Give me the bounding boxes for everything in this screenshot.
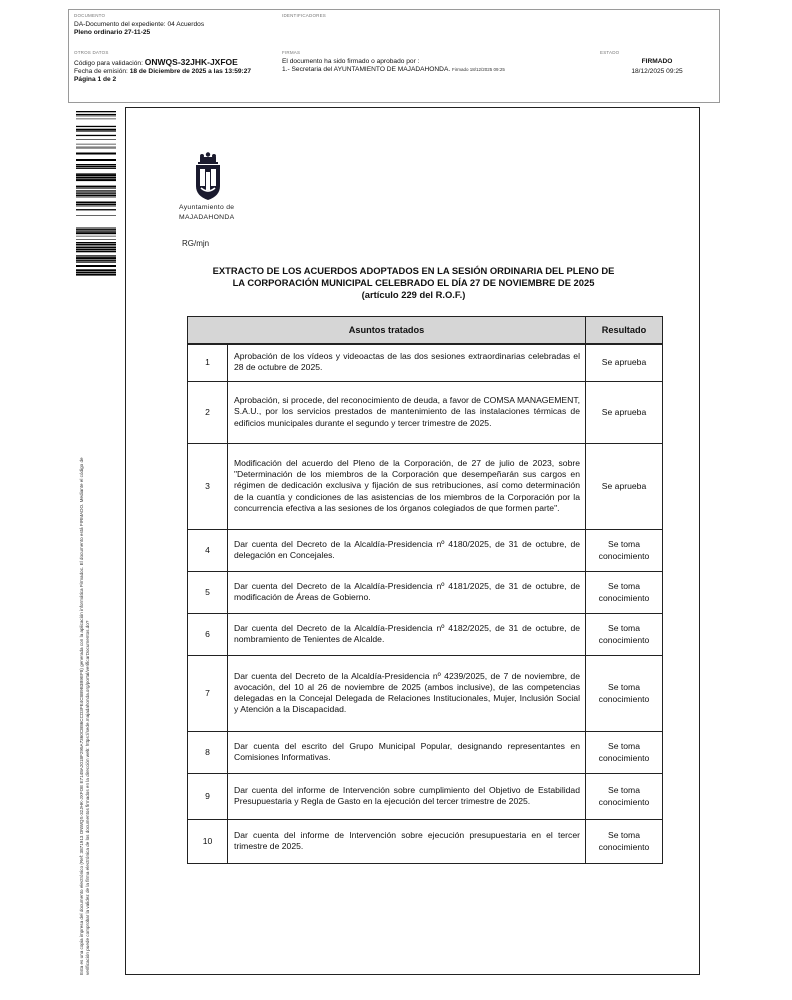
row-result: Se aprueba (586, 382, 663, 444)
firmas-line2: 1.- Secretaria del AYUNTAMIENTO DE MAJADAHONDA. (282, 66, 451, 73)
estado-cell (595, 46, 719, 102)
barcode-bar (76, 229, 116, 230)
barcode-bar (76, 126, 116, 127)
table-row (188, 732, 663, 774)
barcode-graphic (76, 111, 116, 277)
title-line2: LA CORPORACIÓN MUNICIPAL CELEBRADO EL DÍA 27 DE NOVIEMBRE DE 2025 (232, 277, 595, 288)
barcode-bar (76, 195, 116, 196)
barcode-bar (76, 153, 116, 155)
barcode-bar (76, 230, 116, 231)
firmas-cell (277, 46, 595, 102)
firmas-line1: El documento ha sido firmado o aprobado por : (282, 58, 420, 65)
barcode-bar (76, 139, 116, 140)
firmas-signed-date: Firmado 18/12/2025 09:25 (452, 67, 505, 72)
barcode-bar (76, 174, 116, 176)
table-row (188, 530, 663, 572)
row-subject: Dar cuenta del Decreto de la Alcaldía-Presidencia nº 4180/2025, de 31 de octubre, de delegación en Concejales. (228, 530, 586, 572)
row-number: 6 (188, 614, 228, 656)
barcode-bar (76, 255, 116, 256)
document-header (68, 9, 720, 103)
barcode-bar (76, 251, 116, 252)
row-number: 3 (188, 444, 228, 530)
row-subject: Dar cuenta del informe de Intervención sobre ejecución presupuestaria en el tercer trimestre de 2025. (228, 820, 586, 864)
documento-line2: Pleno ordinario 27-11-25 (74, 29, 151, 36)
otros-datos-label: OTROS DATOS (74, 50, 109, 55)
barcode-bar (76, 159, 116, 161)
row-number: 7 (188, 656, 228, 732)
barcode-bar (76, 236, 116, 237)
table-row (188, 614, 663, 656)
row-number: 8 (188, 732, 228, 774)
emission-date: 18 de Diciembre de 2025 a las 13:59:27 (129, 68, 252, 75)
barcode-bar (76, 168, 116, 169)
row-result: Se toma conocimiento (586, 614, 663, 656)
row-number: 5 (188, 572, 228, 614)
title-line3: (artículo 229 del R.O.F.) (361, 289, 466, 300)
barcode-bar (76, 239, 116, 240)
barcode-bar (76, 232, 116, 234)
barcode-bar (76, 247, 116, 248)
coat-of-arms-icon (189, 152, 227, 202)
row-number: 9 (188, 774, 228, 820)
side-verification-text (79, 295, 109, 975)
logo-text-line2: MAJADAHONDA (179, 214, 235, 221)
barcode-bar (76, 166, 116, 167)
table-row (188, 572, 663, 614)
row-subject: Dar cuenta del Decreto de la Alcaldía-Presidencia nº 4182/2025, de 31 de octubre, de nombramiento de Tenientes de Alcalde. (228, 614, 586, 656)
table-row (188, 444, 663, 530)
table-header-row (188, 317, 663, 344)
barcode-bar (76, 204, 116, 205)
barcode-bar (76, 265, 116, 267)
barcode-bar (76, 242, 116, 243)
barcode-bar (76, 272, 116, 273)
header-subject: Asuntos tratados (188, 317, 586, 344)
documento-cell (69, 10, 277, 46)
barcode-bar (76, 179, 116, 181)
documento-label: DOCUMENTO (74, 13, 106, 18)
municipality-logo (179, 152, 241, 222)
barcode-bar (76, 144, 116, 145)
row-number: 10 (188, 820, 228, 864)
validation-code: ONWQS-32JHK-JXFOE (144, 57, 238, 67)
estado-date: 18/12/2025 09:25 (631, 68, 683, 75)
row-subject: Aprobación, si procede, del reconocimiento de deuda, a favor de COMSA MANAGEMENT, S.A.U., por los servicios prestados de mantenimiento de las instalaciones térmicas de edificios municipales durante el segundo y tercer trimestre de 2025. (228, 382, 586, 444)
barcode-bar (76, 173, 116, 174)
row-number: 1 (188, 344, 228, 382)
identificadores-cell (277, 10, 719, 46)
barcode-bar (76, 257, 116, 259)
document-page (125, 107, 700, 975)
row-result: Se aprueba (586, 344, 663, 382)
row-result: Se aprueba (586, 444, 663, 530)
barcode-bar (76, 147, 116, 148)
barcode-bar (76, 116, 116, 117)
logo-text-line1: Ayuntamiento de (179, 204, 235, 211)
side-text-line2: verificación puede comprobar la validez de la firma electrónica de los documentos firmados en la dirección web: https://sede.majadahonda.org/portal/verificarDocumentos.do? (85, 620, 90, 975)
fecha-prefix: Fecha de emisión: (74, 68, 128, 75)
barcode-bar (76, 186, 116, 188)
barcode-bar (76, 206, 116, 207)
estado-value: FIRMADO (641, 58, 673, 65)
row-subject: Aprobación de los vídeos y videoactas de las dos sesiones extraordinarias celebradas el 28 de octubre de 2025. (228, 344, 586, 382)
row-result: Se toma conocimiento (586, 732, 663, 774)
table-row (188, 656, 663, 732)
barcode-bar (76, 135, 116, 136)
barcode-bar (76, 274, 116, 276)
barcode-bar (76, 177, 116, 179)
barcode (76, 111, 116, 277)
table-row (188, 820, 663, 864)
estado-label: ESTADO (600, 50, 620, 55)
row-result: Se toma conocimiento (586, 572, 663, 614)
row-number: 2 (188, 382, 228, 444)
barcode-bar (76, 164, 116, 165)
agenda-body (188, 344, 663, 864)
row-subject: Dar cuenta del Decreto de la Alcaldía-Presidencia nº 4239/2025, de 7 de noviembre, de avocación, del 10 al 26 de noviembre de 2025 (ambos inclusive), de las competencias delegadas en la Concejal Delegada de Relaciones Institucionales, Mujer, Inclusión Social y Atención a la Discapacidad. (228, 656, 586, 732)
row-subject: Dar cuenta del escrito del Grupo Municipal Popular, designando representantes en Comisiones Informativas. (228, 732, 586, 774)
codigo-prefix: Código para validación: (74, 60, 143, 67)
barcode-bar (76, 261, 116, 262)
row-result: Se toma conocimiento (586, 530, 663, 572)
barcode-bar (76, 131, 116, 132)
barcode-bar (76, 244, 116, 245)
barcode-bar (76, 215, 116, 216)
barcode-bar (76, 246, 116, 247)
barcode-bar (76, 114, 116, 115)
barcode-bar (76, 209, 116, 210)
agenda-table (187, 316, 663, 864)
barcode-bar (76, 260, 116, 261)
row-number: 4 (188, 530, 228, 572)
barcode-bar (76, 193, 116, 194)
barcode-bar (76, 129, 116, 131)
barcode-bar (76, 148, 116, 149)
row-subject: Dar cuenta del Decreto de la Alcaldía-Presidencia nº 4181/2025, de 31 de octubre, de modificación de Áreas de Gobierno. (228, 572, 586, 614)
barcode-bar (76, 269, 116, 271)
header-result: Resultado (586, 317, 663, 344)
barcode-bar (76, 111, 116, 112)
row-subject: Modificación del acuerdo del Pleno de la Corporación, de 27 de julio de 2023, sobre "Determinación de los miembros de la Corporación que desempeñarán sus cargos en régimen de dedicación exclusiva y fijación de sus retribuciones, así como determinación de la cuantía y condiciones de las asistencias de los miembros de la Corporación por la concurrencia efectiva a las sesiones de los órganos colegiados de que formen parte". (228, 444, 586, 530)
firmas-label: FIRMAS (282, 50, 301, 55)
row-result: Se toma conocimiento (586, 656, 663, 732)
page-count: Página 1 de 2 (74, 76, 117, 83)
barcode-bar (76, 202, 116, 204)
table-row (188, 774, 663, 820)
table-row (188, 344, 663, 382)
document-title (166, 265, 661, 301)
barcode-bar (76, 188, 116, 189)
barcode-bar (76, 192, 116, 193)
row-subject: Dar cuenta del informe de Intervención sobre cumplimiento del Objetivo de Estabilidad Presupuestaria y Regla de Gasto en la ejecución del tercer trimestre de 2025. (228, 774, 586, 820)
side-text-line1: Esta es una copia impresa del documento electrónico (Ref: 3871913 ONWQS-32JHK-JXFOE E7148A2018F295A7360CB86CCD3FE4C8B9B3B9EF8) generada con la aplicación informática Firmadoc. El documento está FIRMADO. Mediante el código de (79, 457, 84, 975)
documento-line1: DA-Documento del expediente: 04 Acuerdos (74, 21, 205, 28)
barcode-bar (76, 228, 116, 229)
identificadores-label: IDENTIFICADORES (282, 13, 327, 18)
table-row (188, 382, 663, 444)
barcode-bar (76, 119, 116, 120)
row-result: Se toma conocimiento (586, 774, 663, 820)
barcode-bar (76, 190, 116, 191)
row-result: Se toma conocimiento (586, 820, 663, 864)
otros-datos-cell (69, 46, 277, 102)
barcode-bar (76, 249, 116, 251)
title-line1: EXTRACTO DE LOS ACUERDOS ADOPTADOS EN LA SESIÓN ORDINARIA DEL PLENO DE (212, 265, 615, 276)
barcode-bar (76, 197, 116, 198)
reference-initials: RG/mjn (182, 239, 210, 248)
